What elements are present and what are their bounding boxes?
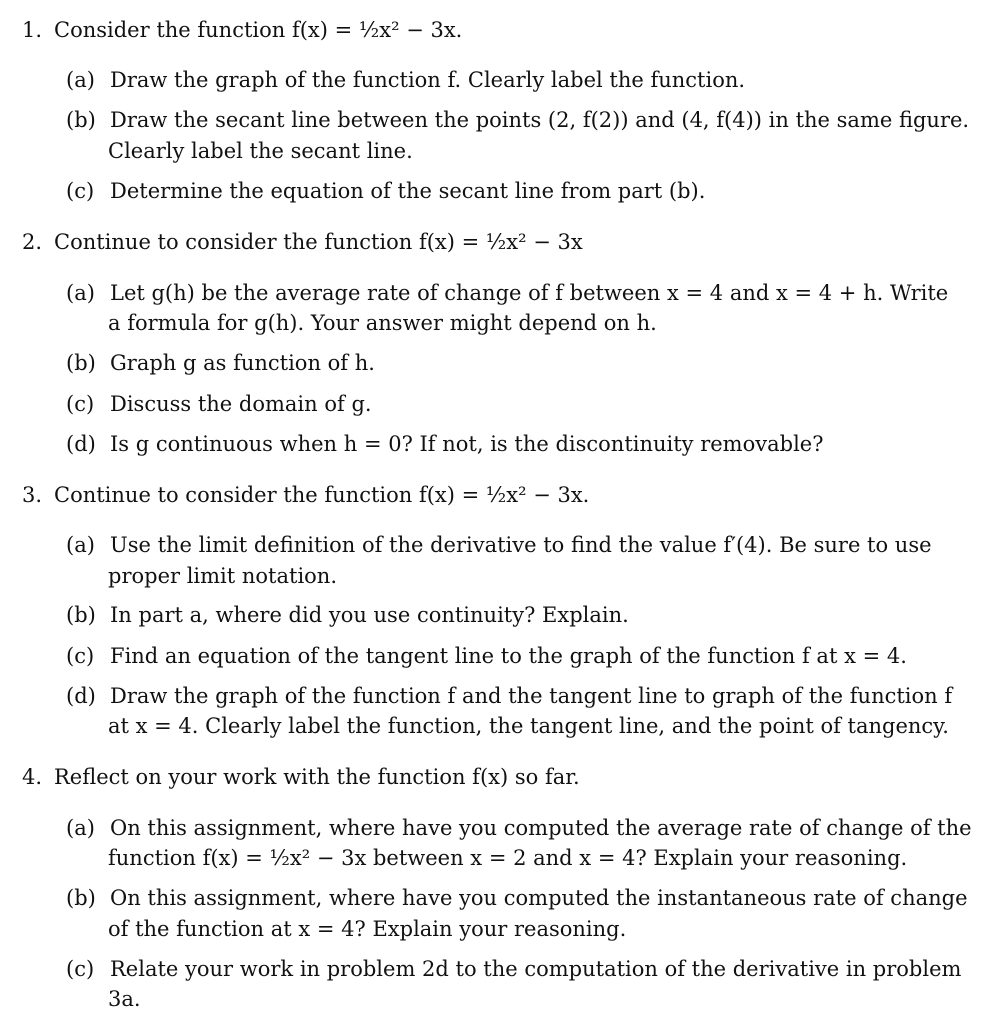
part-text: Find an equation of the tangent line to the graph of the function f at x = 4. — [110, 644, 907, 668]
part-label: (a) — [66, 533, 95, 557]
problem-1-part-c — [66, 177, 705, 205]
problem-4-part-c — [66, 955, 961, 983]
part-label: (b) — [66, 351, 96, 375]
part-text: In part a, where did you use continuity? Explain. — [110, 603, 629, 627]
part-text-continued: a formula for g(h). Your answer might depend on h. — [108, 311, 657, 335]
part-label: (c) — [66, 644, 95, 668]
problem-3-part-d — [66, 682, 952, 710]
problem-1-part-a — [66, 66, 745, 94]
part-text: Is g continuous when h = 0? If not, is the discontinuity removable? — [110, 432, 824, 456]
part-label: (a) — [66, 68, 95, 92]
problem-3-part-a — [66, 531, 932, 559]
problem-4-part-b — [66, 884, 968, 912]
problem-3-part-b — [66, 601, 629, 629]
problem-2-part-d — [66, 430, 823, 458]
problem-number: 1. — [22, 18, 43, 42]
problem-number: 4. — [22, 765, 43, 789]
problem-1-part-b — [66, 106, 969, 134]
part-text: Relate your work in problem 2d to the computation of the derivative in problem — [110, 957, 962, 981]
part-text: Draw the graph of the function f. Clearly label the function. — [110, 68, 746, 92]
part-label: (b) — [66, 603, 96, 627]
part-text: Determine the equation of the secant line from part (b). — [110, 179, 706, 203]
part-text: Draw the secant line between the points (2, f(2)) and (4, f(4)) in the same figure. — [110, 108, 970, 132]
problem-text: Reflect on your work with the function f(x) so far. — [54, 765, 580, 789]
part-text: Draw the graph of the function f and the tangent line to graph of the function f — [110, 684, 953, 708]
part-text-continued: Clearly label the secant line. — [108, 139, 413, 163]
part-text: Use the limit definition of the derivative to find the value f′(4). Be sure to use — [110, 533, 932, 557]
part-label: (a) — [66, 816, 95, 840]
problem-2-part-a — [66, 279, 948, 307]
part-label: (b) — [66, 108, 96, 132]
part-label: (c) — [66, 957, 95, 981]
part-text-continued: function f(x) = ½x² − 3x between x = 2 and x = 4? Explain your reasoning. — [108, 846, 908, 870]
part-text-continued: 3a. — [108, 987, 141, 1011]
problem-2-part-c — [66, 390, 372, 418]
part-label: (d) — [66, 684, 96, 708]
part-text: Discuss the domain of g. — [110, 392, 372, 416]
part-text: On this assignment, where have you computed the instantaneous rate of change — [110, 886, 968, 910]
part-label: (a) — [66, 281, 95, 305]
part-text-continued: proper limit notation. — [108, 564, 338, 588]
problem-number: 3. — [22, 483, 43, 507]
problem-3-heading — [22, 481, 589, 509]
problem-text: Consider the function f(x) = ½x² − 3x. — [54, 18, 463, 42]
part-text: Graph g as function of h. — [110, 351, 375, 375]
problem-1-heading — [22, 16, 462, 44]
problem-2-heading — [22, 228, 583, 256]
part-label: (d) — [66, 432, 96, 456]
problem-3-part-c — [66, 642, 907, 670]
part-text: Let g(h) be the average rate of change of f between x = 4 and x = 4 + h. Write — [110, 281, 949, 305]
problem-2-part-b — [66, 349, 375, 377]
problem-4-heading — [22, 763, 580, 791]
problem-number: 2. — [22, 230, 43, 254]
part-text: On this assignment, where have you computed the average rate of change of the — [110, 816, 972, 840]
part-label: (c) — [66, 179, 95, 203]
part-label: (c) — [66, 392, 95, 416]
problem-text: Continue to consider the function f(x) = ½x² − 3x — [54, 230, 583, 254]
part-text-continued: at x = 4. Clearly label the function, the tangent line, and the point of tangency. — [108, 714, 949, 738]
problem-text: Continue to consider the function f(x) = ½x² − 3x. — [54, 483, 590, 507]
part-label: (b) — [66, 886, 96, 910]
problem-4-part-a — [66, 814, 972, 842]
part-text-continued: of the function at x = 4? Explain your reasoning. — [108, 917, 627, 941]
